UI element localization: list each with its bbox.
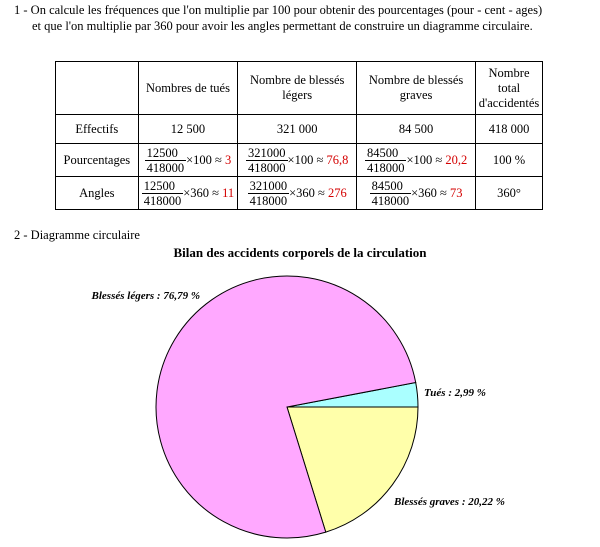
row-label-pourcentages: Pourcentages xyxy=(56,144,139,177)
intro-line-1: 1 - On calcule les fréquences que l'on multiplie par 100 pour obtenir des pourcentages (pour - cent - ages) xyxy=(14,3,543,17)
cell-pourcentage-legers: $\frac{321000}{418000}$ ×100 ≈ 76,8 xyxy=(238,144,357,177)
cell-effectifs-total: 418 000 xyxy=(476,115,543,144)
result-value: 3 xyxy=(225,152,232,167)
fraction: $\frac{321000}{418000}$ xyxy=(248,145,286,175)
cell-angle-tues: $\frac{12500}{418000}$ ×360 ≈ 11 xyxy=(138,177,238,210)
fraction: $\frac{12500}{418000}$ xyxy=(146,145,185,175)
fraction: $\frac{84500}{418000}$ xyxy=(366,145,405,175)
label-blesses-graves: Blessés graves : 20,22 % xyxy=(394,496,505,508)
cell-pourcentage-total: 100 % xyxy=(476,144,543,177)
cell-angle-legers: $\frac{321000}{418000}$ ×360 ≈ 276 xyxy=(238,177,357,210)
fraction: $\frac{321000}{418000}$ xyxy=(249,178,288,208)
result-value: 73 xyxy=(450,185,463,200)
result-value: 20,2 xyxy=(445,152,468,167)
section-2-heading: 2 - Diagramme circulaire xyxy=(14,228,140,242)
cell-effectifs-legers: 321 000 xyxy=(238,115,357,144)
header-blesses-graves: Nombre de blessés graves xyxy=(357,62,476,115)
header-total: Nombre total d'accidentés xyxy=(476,62,543,115)
cell-effectifs-graves: 84 500 xyxy=(357,115,476,144)
intro-line-2: et que l'on multiplie par 360 pour avoir les angles permettant de construire un diagramme circulaire. xyxy=(32,19,533,33)
row-label-angles: Angles xyxy=(56,177,139,210)
label-blesses-legers: Blessés légers : 76,79 % xyxy=(91,290,200,302)
cell-angle-total: 360° xyxy=(476,177,543,210)
chart-title: Bilan des accidents corporels de la circulation xyxy=(173,245,427,260)
fraction: $\frac{12500}{418000}$ xyxy=(143,178,182,208)
result-value: 76,8 xyxy=(326,152,349,167)
header-blesses-legers: Nombre de blessés légers xyxy=(238,62,357,115)
row-label-effectifs: Effectifs xyxy=(56,115,139,144)
cell-angle-graves: $\frac{84500}{418000}$ ×360 ≈ 73 xyxy=(357,177,476,210)
fraction: $\frac{84500}{418000}$ xyxy=(371,178,410,208)
result-value: 11 xyxy=(222,185,235,200)
cell-pourcentage-tues: $\frac{12500}{418000}$ ×100 ≈ 3 xyxy=(138,144,238,177)
label-tues: Tués : 2,99 % xyxy=(424,387,486,399)
cell-pourcentage-graves: $\frac{84500}{418000}$ ×100 ≈ 20,2 xyxy=(357,144,476,177)
result-value: 276 xyxy=(328,185,347,200)
header-tues: Nombres de tués xyxy=(138,62,238,115)
cell-effectifs-tues: 12 500 xyxy=(138,115,238,144)
